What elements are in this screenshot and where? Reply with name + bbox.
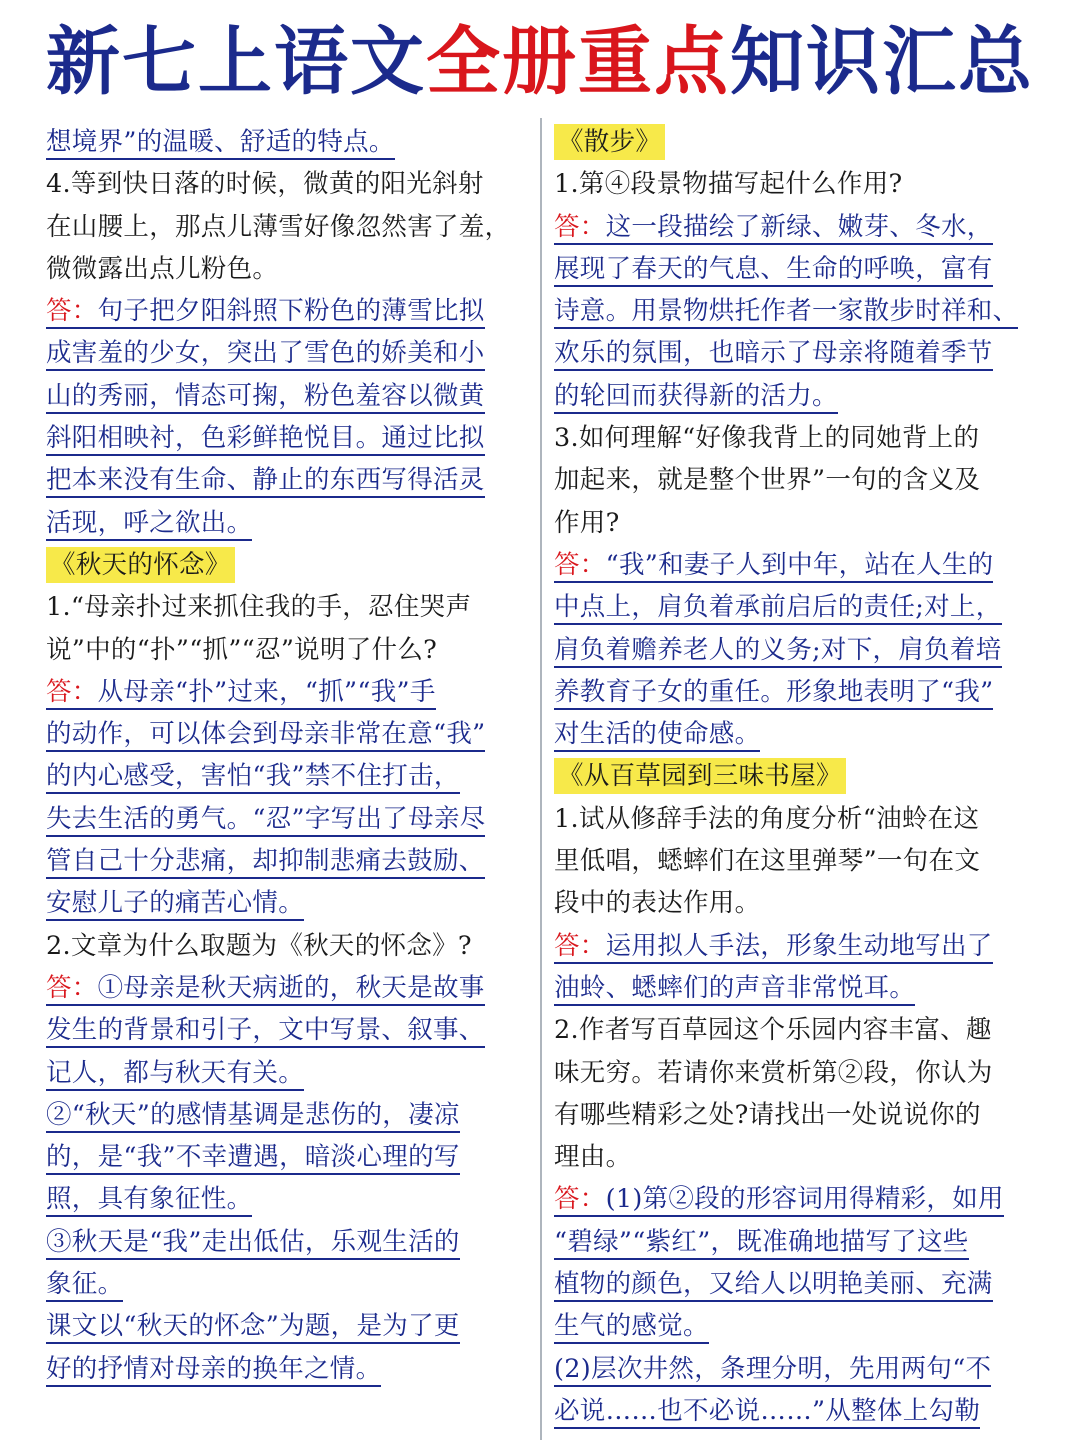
answer-line (554, 1264, 1036, 1306)
section-heading (554, 122, 1036, 164)
question-line: 味无穷。若请你来赏析第②段，你认为 (554, 1057, 993, 1088)
answer-line (554, 1179, 1036, 1221)
answer-line (46, 841, 528, 883)
answer-text (46, 1354, 381, 1387)
answer-line (46, 291, 528, 333)
answer-content: 的动作，可以体会到母亲非常在意“我” (46, 719, 486, 750)
answer-content: 的，是“我”不幸遭遇，暗淡心理的写 (46, 1142, 460, 1173)
answer-content: “我”和妻子人到中年，站在人生的 (605, 549, 994, 580)
answer-content: 中点上，肩负着承前启后的责任;对上， (554, 592, 1002, 623)
question-line: 作用? (554, 507, 620, 538)
answer-text (554, 1354, 991, 1387)
answer-line (554, 333, 1036, 375)
answer-text (46, 1269, 123, 1302)
answer-content: 把本来没有生命、静止的东西写得活灵 (46, 465, 485, 496)
answer-line (554, 714, 1036, 756)
answer-line (46, 1137, 528, 1179)
answer-line (554, 1349, 1036, 1391)
answer-content: 植物的颜色，又给人以明艳美丽、充满 (554, 1269, 993, 1300)
answer-content: 养教育子女的重任。形象地表明了“我” (554, 676, 994, 707)
question-line: 3.如何理解“好像我背上的同她背上的 (554, 423, 980, 454)
answer-line (46, 1179, 528, 1221)
answer-text (554, 1184, 1004, 1217)
question-line: 说”中的“扑”“抓”“忍”说明了什么? (46, 634, 438, 665)
answer-line (554, 291, 1036, 333)
right-column (554, 122, 1036, 1433)
answer-line (46, 1095, 528, 1137)
answer-line (554, 968, 1036, 1010)
answer-text (554, 719, 760, 752)
answer-label: 答： (46, 296, 98, 327)
answer-content: 的内心感受，害怕“我”禁不住打击， (46, 761, 460, 792)
answer-text (554, 677, 993, 710)
answer-line (46, 1264, 528, 1306)
answer-content: 象征。 (46, 1269, 124, 1300)
answer-content: 管自己十分悲痛，却抑制悲痛去鼓励、 (46, 846, 485, 877)
answer-content: 山的秀丽，情态可掬，粉色羞容以微黄 (46, 380, 485, 411)
answer-content: 发生的背景和引子，文中写景、叙事、 (46, 1015, 485, 1046)
answer-label: 答： (46, 676, 98, 707)
answer-text (46, 296, 485, 329)
section-heading-text: 《秋天的怀念》 (46, 547, 235, 583)
answer-line (554, 207, 1036, 249)
title-part-3: 知识汇总 (730, 19, 1034, 105)
answer-line (554, 249, 1036, 291)
answer-content: 诗意。用景物烘托作者一家散步时祥和、 (554, 296, 1019, 327)
answer-text (554, 338, 993, 371)
answer-label: 答： (46, 972, 98, 1003)
answer-content: ①母亲是秋天病逝的，秋天是故事 (97, 972, 485, 1003)
answer-content: 课文以“秋天的怀念”为题，是为了更 (46, 1311, 460, 1342)
section-heading-text: 《从百草园到三味书屋》 (554, 758, 846, 794)
answer-text (46, 1100, 460, 1133)
answer-text (46, 1058, 304, 1091)
answer-text (554, 1311, 709, 1344)
answer-text (46, 1184, 252, 1217)
question-line: 1.“母亲扑过来抓住我的手，忍住哭声 (46, 592, 472, 623)
question-line: 里低唱，蟋蟀们在这里弹琴”一句在文 (554, 846, 981, 877)
answer-content: 失去生活的勇气。“忍”字写出了母亲尽 (46, 803, 486, 834)
answer-line (46, 799, 528, 841)
answer-line (46, 883, 528, 925)
answer-label: 答： (554, 930, 606, 961)
answer-text (46, 338, 485, 371)
question-line: 1.第④段景物描写起什么作用? (554, 169, 903, 200)
answer-label: 答： (554, 549, 606, 580)
answer-content: 成害羞的少女，突出了雪色的娇美和小 (46, 338, 485, 369)
answer-content: (1)第②段的形容词用得精彩，如用 (605, 1184, 1004, 1215)
answer-text (554, 1396, 980, 1429)
answer-text (46, 846, 485, 879)
question-line: 在山腰上，那点儿薄雪好像忽然害了羞， (46, 211, 511, 242)
section-heading (554, 756, 1036, 798)
answer-text (554, 931, 993, 964)
answer-content: “碧绿”“紫红”，既准确地描写了这些 (554, 1226, 969, 1257)
answer-line (46, 1053, 528, 1095)
answer-line (46, 1010, 528, 1052)
answer-text (554, 973, 915, 1006)
answer-line (46, 714, 528, 756)
answer-text (46, 381, 485, 414)
answer-line (554, 1391, 1036, 1433)
answer-text (46, 1142, 460, 1175)
answer-content: 想境界”的温暖、舒适的特点。 (46, 127, 395, 157)
content-columns (0, 112, 1080, 1440)
answer-text (554, 212, 993, 245)
answer-line (46, 122, 528, 164)
column-divider (540, 118, 542, 1440)
question-line: 加起来，就是整个世界”一句的含义及 (554, 465, 981, 496)
answer-content: 生气的感觉。 (554, 1311, 709, 1342)
answer-content: 这一段描绘了新绿、嫩芽、冬水， (605, 211, 993, 242)
answer-line (46, 1222, 528, 1264)
answer-content: 照，具有象征性。 (46, 1184, 253, 1215)
answer-label: 答： (554, 1184, 606, 1215)
answer-line (46, 968, 528, 1010)
page-title (0, 0, 1080, 112)
answer-text (46, 508, 252, 541)
answer-text (554, 550, 993, 583)
answer-text (554, 1269, 993, 1302)
answer-line (554, 630, 1036, 672)
answer-line (46, 460, 528, 502)
answer-text (554, 381, 838, 414)
answer-content: ③秋天是“我”走出低估，乐观生活的 (46, 1226, 460, 1257)
answer-content: ②“秋天”的感情基调是悲伤的，凄凉 (46, 1099, 460, 1130)
answer-line (46, 1306, 528, 1348)
answer-text (554, 296, 1018, 329)
answer-line (46, 672, 528, 714)
answer-content: 句子把夕阳斜照下粉色的薄雪比拟 (97, 296, 485, 327)
answer-text (46, 888, 304, 921)
question-line: 4.等到快日落的时候，微黄的阳光斜射 (46, 169, 484, 200)
answer-content: (2)层次井然，条理分明，先用两句“不 (554, 1353, 992, 1384)
answer-line (554, 587, 1036, 629)
answer-content: 油蛉、蟋蟀们的声音非常悦耳。 (554, 972, 916, 1003)
answer-text (46, 761, 460, 794)
answer-text (46, 465, 485, 498)
left-column (46, 122, 528, 1391)
question-line: 有哪些精彩之处?请找出一处说说你的 (554, 1099, 981, 1130)
answer-line (46, 1349, 528, 1391)
question-line: 微微露出点儿粉色。 (46, 253, 279, 284)
answer-line (554, 1222, 1036, 1264)
answer-content: 必说……也不必说……”从整体上勾勒 (554, 1395, 981, 1426)
answer-text (46, 1227, 460, 1260)
title-part-1: 新七上语文 (46, 19, 426, 105)
title-part-2: 全册重点 (426, 19, 730, 105)
answer-text (46, 127, 395, 160)
answer-line (554, 672, 1036, 714)
answer-line (46, 503, 528, 545)
answer-text (554, 1227, 969, 1260)
answer-content: 从母亲“扑”过来，“抓”“我”手 (97, 676, 436, 707)
answer-content: 欢乐的氛围，也暗示了母亲将随着季节 (554, 338, 993, 369)
answer-label: 答： (554, 211, 606, 242)
answer-content: 肩负着赡养老人的义务;对下，肩负着培 (554, 634, 1002, 665)
answer-text (46, 1015, 485, 1048)
answer-line (554, 376, 1036, 418)
answer-content: 活现，呼之欲出。 (46, 507, 253, 538)
answer-text (46, 719, 485, 752)
answer-line (46, 756, 528, 798)
answer-line (46, 418, 528, 460)
answer-line (46, 333, 528, 375)
answer-content: 对生活的使命感。 (554, 719, 761, 750)
answer-text (554, 592, 1002, 625)
answer-content: 展现了春天的气息、生命的呼唤，富有 (554, 253, 993, 284)
question-line: 2.作者写百草园这个乐园内容丰富、趣 (554, 1015, 992, 1046)
answer-line (554, 545, 1036, 587)
answer-content: 的轮回而获得新的活力。 (554, 380, 838, 411)
answer-content: 记人，都与秋天有关。 (46, 1057, 305, 1088)
answer-text (46, 804, 485, 837)
answer-text (46, 973, 485, 1006)
answer-text (554, 635, 1002, 668)
question-line: 2.文章为什么取题为《秋天的怀念》? (46, 930, 472, 961)
section-heading-text: 《散步》 (554, 124, 665, 160)
answer-content: 斜阳相映衬，色彩鲜艳悦目。通过比拟 (46, 423, 485, 454)
section-heading (46, 545, 528, 587)
answer-line (554, 1306, 1036, 1348)
answer-text (554, 254, 993, 287)
answer-content: 安慰儿子的痛苦心情。 (46, 888, 305, 919)
answer-content: 运用拟人手法，形象生动地写出了 (605, 930, 993, 961)
answer-text (46, 1311, 460, 1344)
question-line: 1.试从修辞手法的角度分析“油蛉在这 (554, 803, 980, 834)
answer-text (46, 423, 485, 456)
answer-line (554, 926, 1036, 968)
answer-text (46, 677, 436, 710)
question-line: 段中的表达作用。 (554, 888, 761, 919)
answer-line (46, 376, 528, 418)
answer-content: 好的抒情对母亲的换年之情。 (46, 1353, 382, 1384)
question-line: 理由。 (554, 1142, 632, 1173)
